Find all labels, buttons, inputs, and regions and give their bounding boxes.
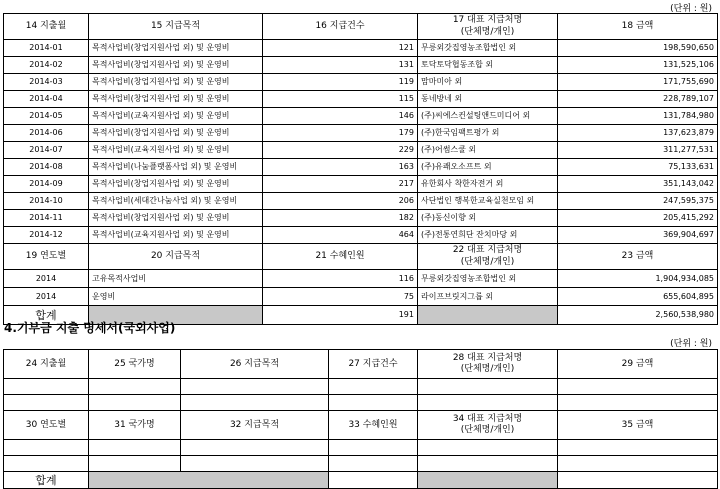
amount-cell: 205,415,292 [558, 210, 718, 227]
header-purpose2: 20 지급목적 [89, 244, 263, 270]
total-label: 합계 [4, 472, 89, 489]
amount-cell: 655,604,895 [558, 288, 718, 306]
purpose-cell: 목적사업비(창업지원사업 외) 및 운영비 [89, 40, 263, 57]
table-row [4, 456, 718, 472]
header-payee-line1: 17 대표 지급처명 [452, 15, 523, 26]
total-label: 합계 [4, 306, 89, 325]
payee-cell: 동네방네 외 [418, 91, 558, 108]
header-beneficiaries: 33 수혜인원 [329, 411, 418, 440]
empty-cell [418, 395, 558, 411]
header-payee2-line1: 22 대표 지급처명 [452, 245, 523, 256]
header-payee2 [418, 411, 558, 440]
unit-label: (단위 : 원) [670, 4, 712, 14]
purpose-cell: 목적사업비(교육지원사업 외) 및 운영비 [89, 108, 263, 125]
count-cell: 146 [263, 108, 418, 125]
month-cell: 2014-08 [4, 159, 89, 176]
empty-cell [4, 440, 89, 456]
header-payee2-line1: 34 대표 지급처명 [452, 413, 523, 424]
count-cell: 206 [263, 193, 418, 210]
amount-cell: 351,143,042 [558, 176, 718, 193]
count-cell: 115 [263, 91, 418, 108]
empty-cell [181, 456, 329, 472]
count-cell: 217 [263, 176, 418, 193]
empty-cell [558, 456, 718, 472]
table-header-row [4, 350, 718, 379]
count-cell: 131 [263, 57, 418, 74]
total-amount: 2,560,538,980 [558, 306, 718, 325]
empty-cell [558, 440, 718, 456]
total-row [4, 472, 718, 489]
purpose-cell: 목적사업비(나눔플랫폼사업 외) 및 운영비 [89, 159, 263, 176]
empty-cell [329, 395, 418, 411]
header-payee [418, 14, 558, 40]
month-cell: 2014-09 [4, 176, 89, 193]
purpose-cell: 목적사업비(세대간나눔사업 외) 및 운영비 [89, 193, 263, 210]
header-amount2: 23 금액 [558, 244, 718, 270]
empty-cell [89, 456, 181, 472]
payee-cell: 토닥토닥협동조합 외 [418, 57, 558, 74]
payee-cell: 맘마미아 외 [418, 74, 558, 91]
month-cell: 2014-12 [4, 227, 89, 244]
empty-cell [329, 456, 418, 472]
monthly-rows [4, 40, 718, 244]
table-row [4, 270, 718, 288]
total-gray-cell [418, 472, 558, 489]
amount-cell: 131,784,980 [558, 108, 718, 125]
header-purpose: 26 지급목적 [181, 350, 329, 379]
empty-cell [89, 440, 181, 456]
amount-cell: 131,525,106 [558, 57, 718, 74]
amount-cell: 369,904,697 [558, 227, 718, 244]
month-cell: 2014-05 [4, 108, 89, 125]
beneficiaries-cell: 116 [263, 270, 418, 288]
header-payee-line2: (단체명/개인) [460, 364, 515, 374]
table-row [4, 288, 718, 306]
count-cell: 179 [263, 125, 418, 142]
total-amount [558, 472, 718, 489]
empty-cell [4, 456, 89, 472]
header-month: 24 지출월 [4, 350, 89, 379]
year-cell: 2014 [4, 270, 89, 288]
month-cell: 2014-07 [4, 142, 89, 159]
purpose-cell: 목적사업비(창업지원사업 외) 및 운영비 [89, 125, 263, 142]
payee-cell: (주)유쾌오소프트 외 [418, 159, 558, 176]
total-gray-cell [89, 472, 329, 489]
count-cell: 229 [263, 142, 418, 159]
purpose-cell: 목적사업비(창업지원사업 외) 및 운영비 [89, 210, 263, 227]
table-row [4, 40, 718, 57]
table-header-row [4, 14, 718, 40]
empty-cell [558, 379, 718, 395]
empty-cell [89, 379, 181, 395]
header-count: 27 지급건수 [329, 350, 418, 379]
count-cell: 182 [263, 210, 418, 227]
header-count: 16 지급건수 [263, 14, 418, 40]
month-cell: 2014-04 [4, 91, 89, 108]
empty-cell [4, 395, 89, 411]
payee-cell: (주)한국임팩트평가 외 [418, 125, 558, 142]
table-row [4, 176, 718, 193]
month-cell: 2014-10 [4, 193, 89, 210]
table-row [4, 379, 718, 395]
amount-cell: 1,904,934,085 [558, 270, 718, 288]
header-purpose: 15 지급목적 [89, 14, 263, 40]
payee-cell: 라이프브릿지그룹 외 [418, 288, 558, 306]
empty-cell [329, 440, 418, 456]
header-payee2 [418, 244, 558, 270]
purpose-cell: 목적사업비(교육지원사업 외) 및 운영비 [89, 142, 263, 159]
table-row [4, 210, 718, 227]
count-cell: 464 [263, 227, 418, 244]
header-amount: 29 금액 [558, 350, 718, 379]
empty-cell [4, 379, 89, 395]
table-row [4, 91, 718, 108]
empty-cell [418, 456, 558, 472]
month-cell: 2014-06 [4, 125, 89, 142]
header-payee-line1: 28 대표 지급처명 [452, 352, 523, 363]
payee-cell: (주)어썸스쿨 외 [418, 142, 558, 159]
header-payee2-line2: (단체명/개인) [460, 256, 515, 267]
total-count: 191 [263, 306, 418, 325]
amount-cell: 75,133,631 [558, 159, 718, 176]
purpose-cell: 목적사업비(창업지원사업 외) 및 운영비 [89, 176, 263, 193]
header-payee2-line2: (단체명/개인) [460, 425, 515, 435]
table-row [4, 193, 718, 210]
count-cell: 121 [263, 40, 418, 57]
table-row [4, 74, 718, 91]
purpose-cell: 운영비 [89, 288, 263, 306]
empty-cell [181, 379, 329, 395]
count-cell: 163 [263, 159, 418, 176]
payee-cell: (주)동신이향 외 [418, 210, 558, 227]
table-row [4, 440, 718, 456]
header-year: 30 연도별 [4, 411, 89, 440]
empty-cell [329, 379, 418, 395]
yearly-header-row [4, 411, 718, 440]
month-cell: 2014-03 [4, 74, 89, 91]
header-beneficiaries: 21 수혜인원 [263, 244, 418, 270]
section-title: 4.기부금 지출 명세서(국외사업) [4, 321, 176, 335]
header-country2: 31 국가명 [89, 411, 181, 440]
table-row [4, 57, 718, 74]
table-row [4, 125, 718, 142]
amount-cell: 247,595,375 [558, 193, 718, 210]
table-row [4, 108, 718, 125]
amount-cell: 228,789,107 [558, 91, 718, 108]
count-cell: 119 [263, 74, 418, 91]
payee-cell: 사단법인 행복한교육실천모임 외 [418, 193, 558, 210]
empty-cell [418, 440, 558, 456]
payee-cell: (주)전통연희단 잔치마당 외 [418, 227, 558, 244]
purpose-cell: 목적사업비(창업지원사업 외) 및 운영비 [89, 74, 263, 91]
header-year: 19 연도별 [4, 244, 89, 270]
amount-cell: 198,590,650 [558, 40, 718, 57]
header-payee-line2: (단체명/개인) [460, 26, 515, 37]
purpose-cell: 목적사업비(창업지원사업 외) 및 운영비 [89, 57, 263, 74]
empty-cell [418, 379, 558, 395]
payee-cell: 무릉외갓집영농조합법인 외 [418, 40, 558, 57]
empty-cell [181, 440, 329, 456]
month-cell: 2014-02 [4, 57, 89, 74]
total-gray-cell [418, 306, 558, 325]
header-month: 14 지출월 [4, 14, 89, 40]
header-payee [418, 350, 558, 379]
table-row [4, 395, 718, 411]
header-purpose2: 32 지급목적 [181, 411, 329, 440]
payee-cell: 무릉외갓집영농조합법인 외 [418, 270, 558, 288]
header-amount2: 35 금액 [558, 411, 718, 440]
table-row [4, 142, 718, 159]
overseas-expense-table [3, 349, 718, 489]
empty-cell [558, 395, 718, 411]
amount-cell: 171,755,690 [558, 74, 718, 91]
header-country: 25 국가명 [89, 350, 181, 379]
table-row [4, 159, 718, 176]
month-cell: 2014-11 [4, 210, 89, 227]
empty-cell [181, 395, 329, 411]
payee-cell: (주)씨에스컨설팅앤드미디어 외 [418, 108, 558, 125]
header-amount: 18 금액 [558, 14, 718, 40]
payee-cell: 유한회사 착한자전거 외 [418, 176, 558, 193]
purpose-cell: 고유목적사업비 [89, 270, 263, 288]
total-count [329, 472, 418, 489]
purpose-cell: 목적사업비(교육지원사업 외) 및 운영비 [89, 227, 263, 244]
month-cell: 2014-01 [4, 40, 89, 57]
table-row [4, 227, 718, 244]
amount-cell: 137,623,879 [558, 125, 718, 142]
year-cell: 2014 [4, 288, 89, 306]
unit-label-2: (단위 : 원) [670, 339, 712, 349]
empty-cell [89, 395, 181, 411]
purpose-cell: 목적사업비(창업지원사업 외) 및 운영비 [89, 91, 263, 108]
amount-cell: 311,277,531 [558, 142, 718, 159]
beneficiaries-cell: 75 [263, 288, 418, 306]
domestic-expense-table [3, 13, 718, 325]
yearly-header-row [4, 244, 718, 270]
